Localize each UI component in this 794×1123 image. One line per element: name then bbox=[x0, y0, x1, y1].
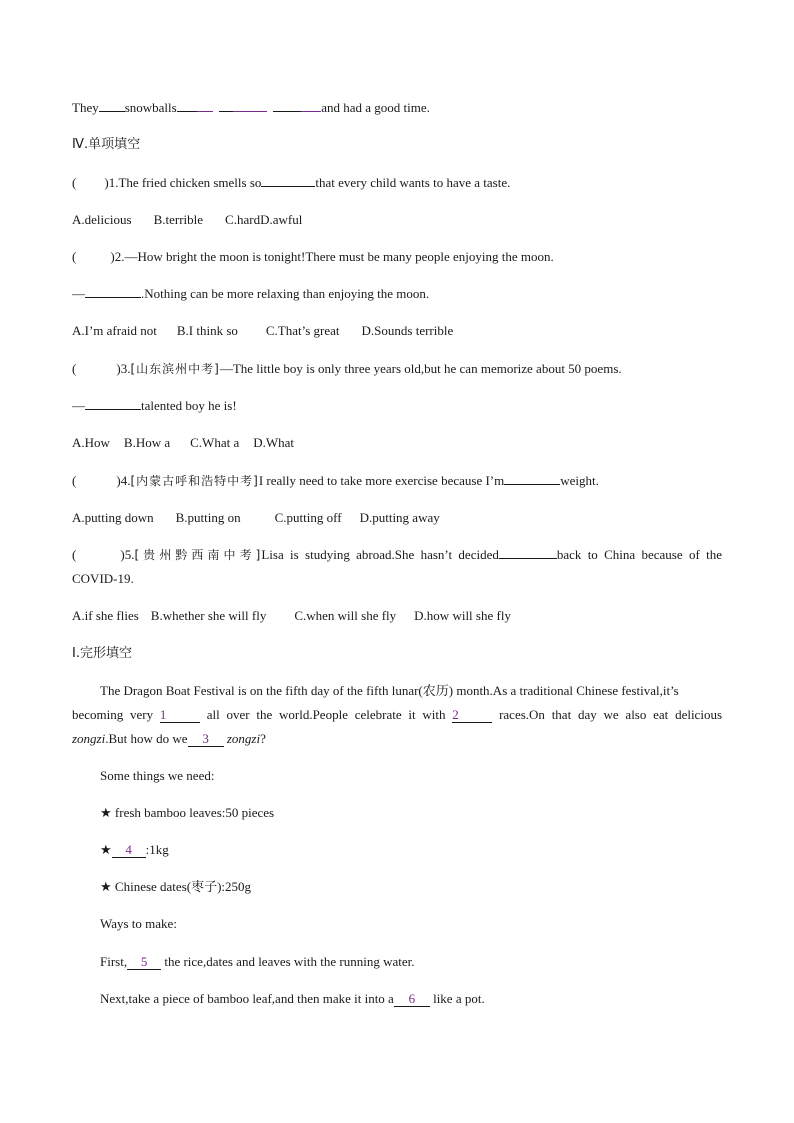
item-text: :1kg bbox=[145, 842, 169, 857]
step-next bbox=[100, 989, 722, 1009]
option-c[interactable]: C.hardD.awful bbox=[225, 212, 303, 227]
question-number: 4. bbox=[120, 473, 131, 488]
step-first bbox=[100, 952, 722, 972]
word-snowballs: snowballs bbox=[124, 100, 177, 115]
question-3-options bbox=[72, 433, 722, 453]
step-text: the rice,dates and leaves with the running water. bbox=[164, 954, 415, 969]
paren-close: ) bbox=[120, 547, 125, 562]
blank[interactable] bbox=[85, 396, 141, 410]
sentence-fill-line bbox=[72, 98, 722, 118]
cloze-blank-2[interactable]: 2 bbox=[452, 708, 492, 723]
passage-text: .But how do we bbox=[105, 731, 188, 746]
passage-text: zongzi bbox=[226, 731, 261, 746]
passage-text: races.On that day we also eat delicious bbox=[499, 707, 723, 722]
option-c[interactable]: C.That’s great bbox=[265, 323, 340, 338]
question-2-options bbox=[72, 321, 722, 341]
paren-open: ( bbox=[72, 175, 77, 190]
star-icon: ★ bbox=[100, 805, 112, 820]
question-5-options bbox=[72, 606, 722, 626]
option-b[interactable]: B.terrible bbox=[153, 212, 204, 227]
question-text: —The little boy is only three years old,but he can memorize about 50 poems. bbox=[219, 361, 622, 376]
question-text: Lisa is studying abroad.She hasn’t decided bbox=[261, 547, 499, 562]
question-text: 1.The fried chicken smells so bbox=[108, 175, 262, 190]
section-title-cloze: Ⅰ.完形填空 bbox=[72, 646, 132, 661]
question-text: 2.—How bright the moon is tonight!There must be many people enjoying the moon. bbox=[114, 249, 554, 264]
step-text: like a pot. bbox=[433, 991, 485, 1006]
question-text: .Nothing can be more relaxing than enjoying the moon. bbox=[141, 286, 430, 301]
question-text: COVID-19. bbox=[72, 571, 134, 586]
option-a[interactable]: A.How bbox=[72, 435, 110, 450]
dash: — bbox=[72, 286, 85, 301]
dash: — bbox=[72, 398, 85, 413]
option-b[interactable]: B.I think so bbox=[176, 323, 238, 338]
paren-close: ) bbox=[116, 361, 121, 376]
question-text: that every child wants to have a taste. bbox=[315, 175, 511, 190]
question-source: [山东滨州中考] bbox=[130, 362, 220, 376]
option-d[interactable]: D.What bbox=[253, 435, 295, 450]
question-text: weight. bbox=[560, 473, 599, 488]
question-source: [贵州黔西南中考] bbox=[134, 548, 262, 562]
question-3-reply bbox=[72, 396, 722, 416]
blank[interactable] bbox=[273, 98, 301, 112]
option-a[interactable]: A.delicious bbox=[72, 212, 132, 227]
option-d[interactable]: D.Sounds terrible bbox=[361, 323, 454, 338]
passage-text: The Dragon Boat Festival is on the fifth day of the fifth lunar(农历) month.As a traditional Chinese festival,it’s bbox=[100, 683, 679, 698]
things-title: Some things we need: bbox=[100, 768, 215, 783]
option-a[interactable]: A.I’m afraid not bbox=[72, 323, 157, 338]
cloze-blank-5[interactable]: 5 bbox=[127, 955, 161, 970]
ingredient-item-3 bbox=[100, 877, 722, 897]
option-d[interactable]: D.how will she fly bbox=[414, 608, 511, 623]
ways-title: Ways to make: bbox=[100, 916, 177, 931]
paren-close: ) bbox=[116, 473, 121, 488]
cloze-blank-3[interactable]: 3 bbox=[188, 732, 224, 747]
option-b[interactable]: B.whether she will fly bbox=[150, 608, 267, 623]
question-2-reply bbox=[72, 284, 722, 304]
paren-close: ) bbox=[110, 249, 115, 264]
option-b[interactable]: B.putting on bbox=[175, 510, 241, 525]
question-2 bbox=[72, 247, 722, 267]
option-c[interactable]: C.putting off bbox=[274, 510, 342, 525]
option-b[interactable]: B.How a bbox=[123, 435, 171, 450]
passage-text: zongzi bbox=[72, 731, 106, 746]
blank[interactable] bbox=[197, 98, 213, 112]
item-text: fresh bamboo leaves:50 pieces bbox=[114, 805, 275, 820]
blank[interactable] bbox=[85, 284, 141, 298]
passage-text: all over the world.People celebrate it with bbox=[206, 707, 446, 722]
ingredient-item-2 bbox=[100, 840, 722, 860]
word-they: They bbox=[72, 100, 99, 115]
blank[interactable] bbox=[504, 471, 560, 485]
question-4-options bbox=[72, 508, 722, 528]
star-icon: ★ bbox=[100, 879, 112, 894]
question-1 bbox=[72, 173, 722, 193]
blank[interactable] bbox=[233, 98, 267, 112]
cloze-blank-4[interactable]: 4 bbox=[112, 843, 146, 858]
question-5 bbox=[72, 545, 722, 565]
passage-line-1 bbox=[100, 681, 722, 701]
question-number: 3. bbox=[120, 361, 131, 376]
option-a[interactable]: A.if she flies bbox=[72, 608, 139, 623]
cloze-blank-6[interactable]: 6 bbox=[394, 992, 430, 1007]
question-number: 5. bbox=[124, 547, 135, 562]
question-text: I really need to take more exercise because I’m bbox=[258, 473, 505, 488]
option-a[interactable]: A.putting down bbox=[72, 510, 154, 525]
item-text: Chinese dates(枣子):250g bbox=[114, 879, 252, 894]
passage-text: ? bbox=[260, 731, 266, 746]
blank[interactable] bbox=[219, 98, 233, 112]
option-c[interactable]: C.What a bbox=[190, 435, 240, 450]
section-title-single-choice: Ⅳ.单项填空 bbox=[72, 137, 141, 152]
question-text: talented boy he is! bbox=[141, 398, 237, 413]
blank[interactable] bbox=[261, 173, 315, 187]
star-icon: ★ bbox=[100, 842, 112, 857]
option-c[interactable]: C.when will she fly bbox=[294, 608, 397, 623]
question-1-options bbox=[72, 210, 722, 230]
passage-text: becoming very bbox=[72, 707, 154, 722]
step-text: Next,take a piece of bamboo leaf,and then make it into a bbox=[100, 991, 394, 1006]
question-text: back to China because of the bbox=[556, 547, 722, 562]
ingredient-item-1 bbox=[100, 803, 722, 823]
passage-line-2 bbox=[72, 705, 722, 725]
step-text: First, bbox=[100, 954, 128, 969]
question-source: [内蒙古呼和浩特中考] bbox=[130, 474, 259, 488]
blank[interactable] bbox=[99, 98, 125, 112]
blank[interactable] bbox=[301, 98, 321, 112]
question-5-continued bbox=[72, 569, 722, 589]
question-3 bbox=[72, 359, 722, 379]
paren-open: ( bbox=[72, 547, 77, 562]
passage-line-3 bbox=[72, 729, 722, 749]
paren-open: ( bbox=[72, 249, 77, 264]
cloze-blank-1[interactable]: 1 bbox=[160, 708, 200, 723]
blank[interactable] bbox=[499, 545, 557, 559]
paren-open: ( bbox=[72, 473, 77, 488]
sentence-end: and had a good time. bbox=[321, 100, 430, 115]
paren-close: ) bbox=[104, 175, 109, 190]
option-d[interactable]: D.putting away bbox=[359, 510, 440, 525]
question-4 bbox=[72, 471, 722, 491]
paren-open: ( bbox=[72, 361, 77, 376]
blank[interactable] bbox=[177, 98, 197, 112]
